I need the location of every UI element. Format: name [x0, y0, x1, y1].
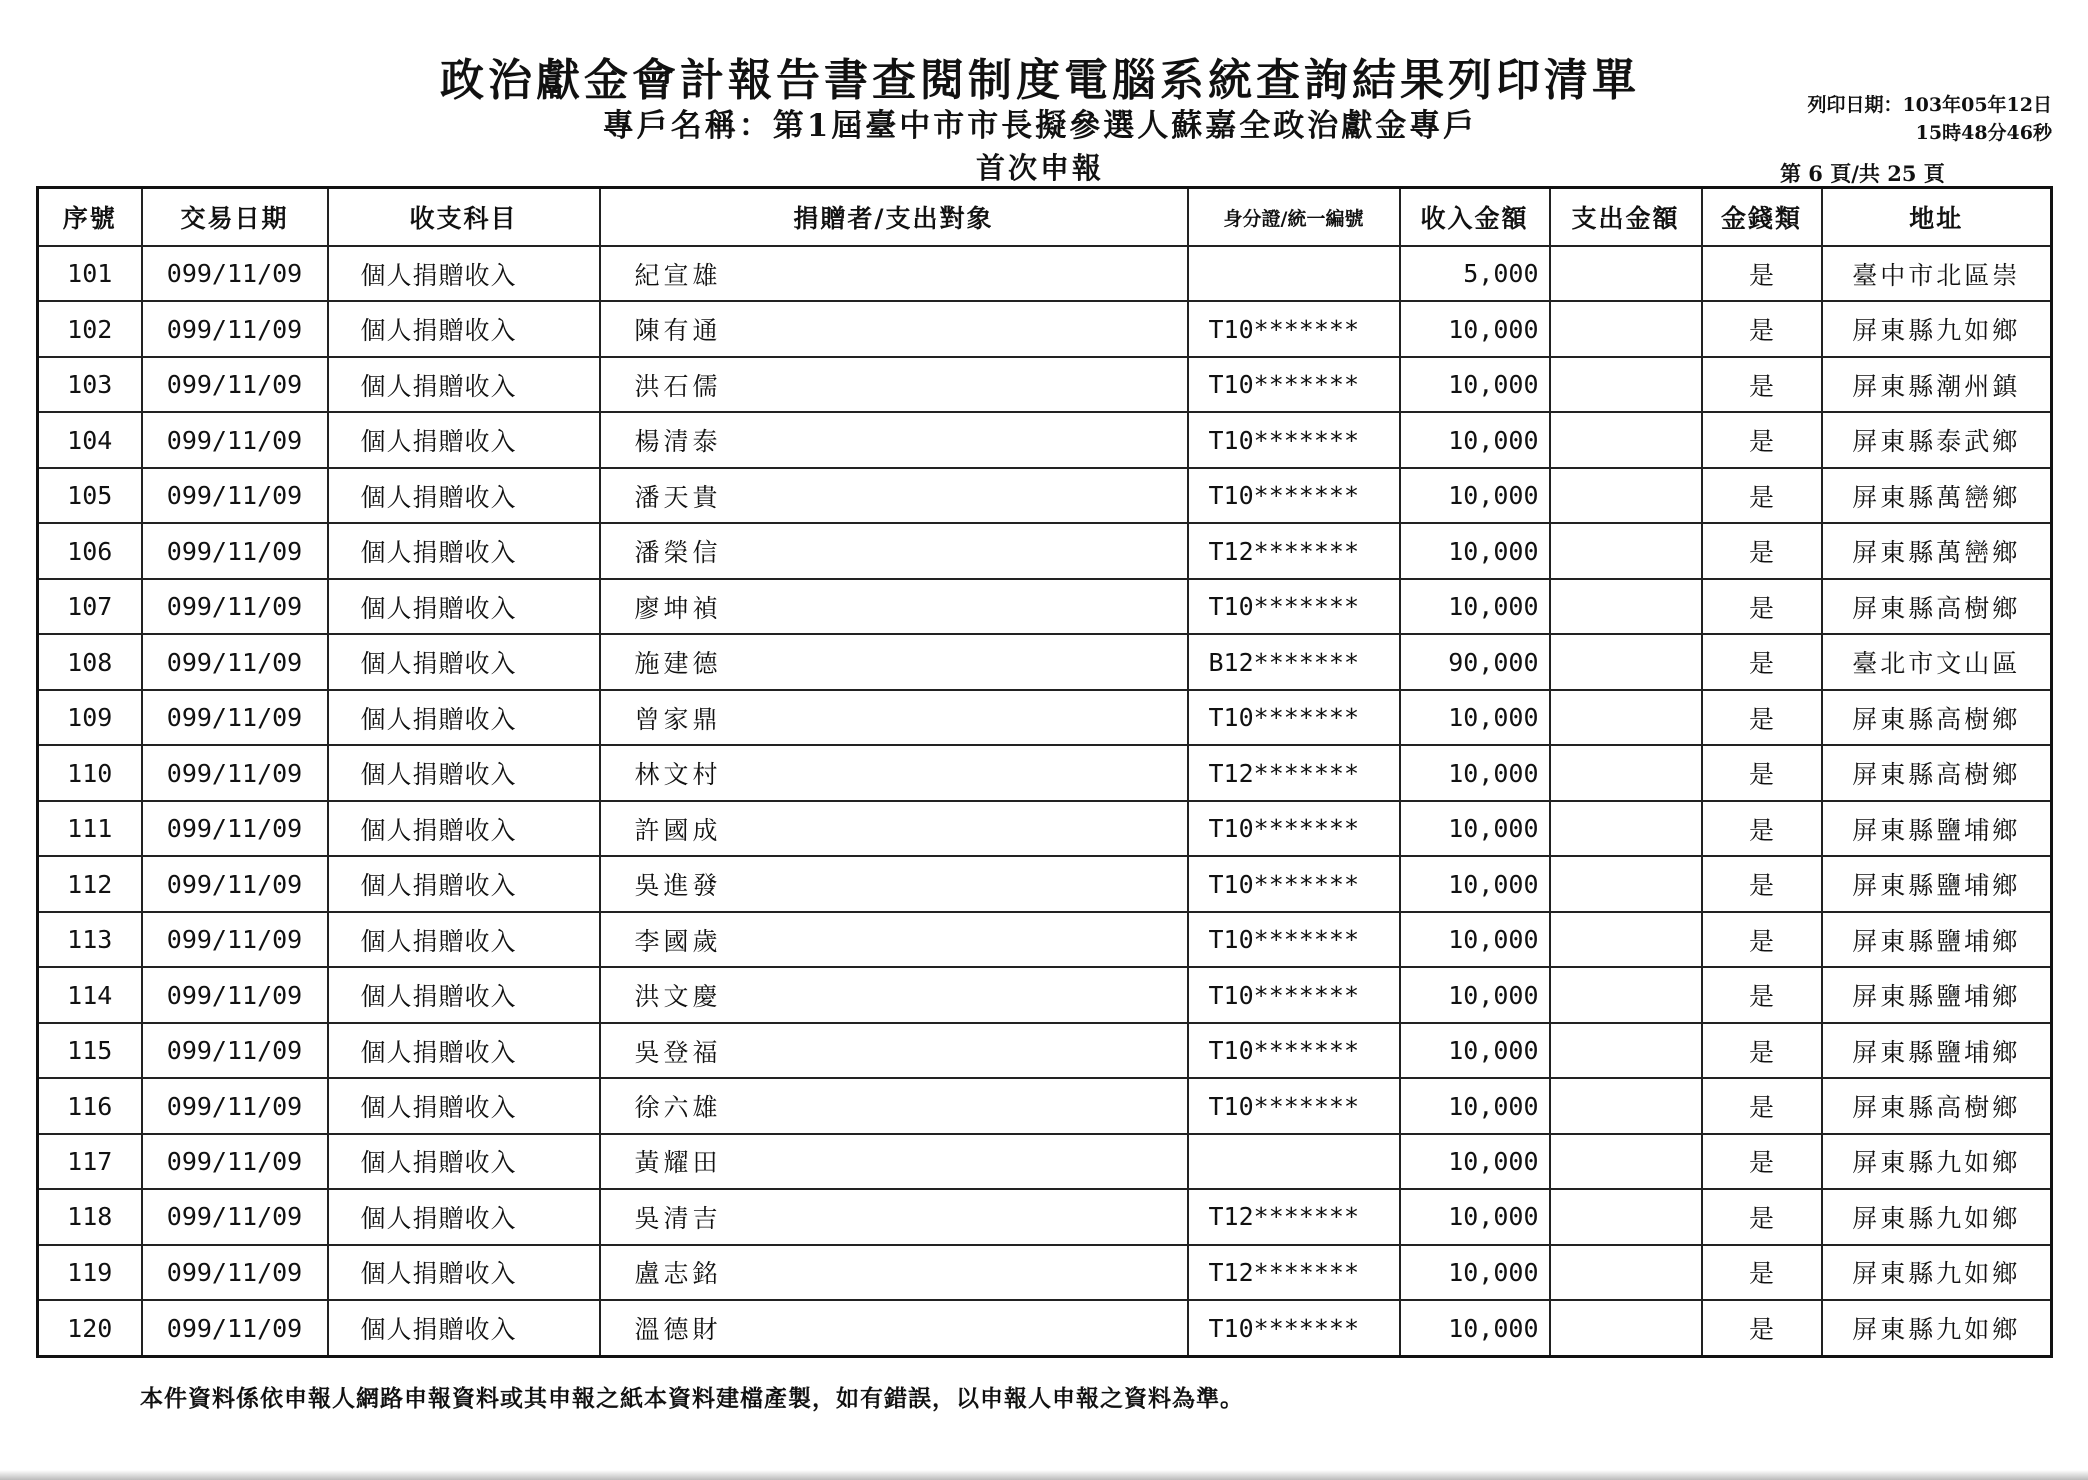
cell-date: 099/11/09 — [142, 912, 328, 967]
cell-id: T10******* — [1188, 301, 1400, 356]
cell-income: 10,000 — [1400, 967, 1550, 1022]
table-header-row — [38, 188, 2052, 247]
table-row — [38, 246, 2052, 301]
cell-expense — [1550, 856, 1702, 911]
column-header-category: 收支科目 — [328, 188, 600, 247]
cell-expense — [1550, 579, 1702, 634]
table-row — [38, 523, 2052, 578]
cell-address: 屏東縣萬巒鄉 — [1822, 468, 2052, 523]
cell-income: 10,000 — [1400, 1189, 1550, 1244]
cell-date: 099/11/09 — [142, 1189, 328, 1244]
cell-monetary: 是 — [1702, 412, 1822, 467]
cell-donor: 施建德 — [600, 634, 1188, 689]
cell-monetary: 是 — [1702, 801, 1822, 856]
table-row — [38, 1245, 2052, 1300]
cell-category: 個人捐贈收入 — [328, 468, 600, 523]
cell-address: 屏東縣高樹鄉 — [1822, 690, 2052, 745]
cell-monetary: 是 — [1702, 1300, 1822, 1356]
cell-expense — [1550, 634, 1702, 689]
cell-category: 個人捐贈收入 — [328, 579, 600, 634]
cell-id: T10******* — [1188, 468, 1400, 523]
cell-category: 個人捐贈收入 — [328, 967, 600, 1022]
cell-expense — [1550, 1300, 1702, 1356]
cell-date: 099/11/09 — [142, 1023, 328, 1078]
cell-id — [1188, 1134, 1400, 1189]
cell-date: 099/11/09 — [142, 357, 328, 412]
cell-no: 111 — [38, 801, 142, 856]
column-header-id: 身分證/統一編號 — [1188, 188, 1400, 247]
cell-monetary: 是 — [1702, 634, 1822, 689]
cell-id: B12******* — [1188, 634, 1400, 689]
cell-expense — [1550, 357, 1702, 412]
cell-expense — [1550, 967, 1702, 1022]
cell-no: 110 — [38, 745, 142, 800]
cell-category: 個人捐贈收入 — [328, 412, 600, 467]
cell-expense — [1550, 690, 1702, 745]
table-row — [38, 1023, 2052, 1078]
cell-donor: 徐六雄 — [600, 1078, 1188, 1133]
table-row — [38, 967, 2052, 1022]
cell-no: 104 — [38, 412, 142, 467]
cell-expense — [1550, 412, 1702, 467]
cell-category: 個人捐贈收入 — [328, 801, 600, 856]
cell-expense — [1550, 1245, 1702, 1300]
cell-address: 屏東縣泰武鄉 — [1822, 412, 2052, 467]
column-header-income: 收入金額 — [1400, 188, 1550, 247]
cell-no: 108 — [38, 634, 142, 689]
column-header-date: 交易日期 — [142, 188, 328, 247]
cell-monetary: 是 — [1702, 301, 1822, 356]
table-row — [38, 1078, 2052, 1133]
cell-category: 個人捐贈收入 — [328, 523, 600, 578]
table-body — [38, 246, 2052, 1357]
scan-edge — [0, 1470, 2088, 1480]
cell-donor: 楊清泰 — [600, 412, 1188, 467]
cell-monetary: 是 — [1702, 967, 1822, 1022]
cell-category: 個人捐贈收入 — [328, 1134, 600, 1189]
cell-expense — [1550, 301, 1702, 356]
table-row — [38, 412, 2052, 467]
cell-donor: 盧志銘 — [600, 1245, 1188, 1300]
cell-address: 屏東縣鹽埔鄉 — [1822, 801, 2052, 856]
table-row — [38, 579, 2052, 634]
cell-donor: 許國成 — [600, 801, 1188, 856]
cell-monetary: 是 — [1702, 1245, 1822, 1300]
cell-category: 個人捐贈收入 — [328, 1245, 600, 1300]
cell-donor: 林文村 — [600, 745, 1188, 800]
column-header-monetary: 金錢類 — [1702, 188, 1822, 247]
cell-address: 屏東縣萬巒鄉 — [1822, 523, 2052, 578]
cell-income: 10,000 — [1400, 1134, 1550, 1189]
cell-id: T10******* — [1188, 1300, 1400, 1356]
cell-income: 10,000 — [1400, 1078, 1550, 1133]
cell-income: 10,000 — [1400, 301, 1550, 356]
cell-category: 個人捐贈收入 — [328, 357, 600, 412]
cell-income: 10,000 — [1400, 745, 1550, 800]
table-row — [38, 301, 2052, 356]
cell-id: T10******* — [1188, 801, 1400, 856]
column-header-donor: 捐贈者/支出對象 — [600, 188, 1188, 247]
cell-donor: 紀宣雄 — [600, 246, 1188, 301]
cell-income: 10,000 — [1400, 523, 1550, 578]
cell-donor: 吳登福 — [600, 1023, 1188, 1078]
cell-income: 10,000 — [1400, 1245, 1550, 1300]
cell-no: 120 — [38, 1300, 142, 1356]
cell-income: 10,000 — [1400, 579, 1550, 634]
cell-address: 屏東縣鹽埔鄉 — [1822, 912, 2052, 967]
cell-address: 屏東縣高樹鄉 — [1822, 1078, 2052, 1133]
cell-donor: 洪文慶 — [600, 967, 1188, 1022]
cell-monetary: 是 — [1702, 246, 1822, 301]
cell-monetary: 是 — [1702, 1134, 1822, 1189]
cell-donor: 曾家鼎 — [600, 690, 1188, 745]
cell-expense — [1550, 523, 1702, 578]
cell-donor: 潘天貴 — [600, 468, 1188, 523]
cell-expense — [1550, 1189, 1702, 1244]
cell-id: T10******* — [1188, 856, 1400, 911]
cell-monetary: 是 — [1702, 523, 1822, 578]
cell-id: T10******* — [1188, 412, 1400, 467]
cell-income: 10,000 — [1400, 412, 1550, 467]
cell-no: 113 — [38, 912, 142, 967]
cell-category: 個人捐贈收入 — [328, 1023, 600, 1078]
cell-expense — [1550, 1023, 1702, 1078]
cell-address: 屏東縣高樹鄉 — [1822, 579, 2052, 634]
account-name: 專戶名稱：第1屆臺中市市長擬參選人蘇嘉全政治獻金專戶 — [602, 108, 1478, 144]
cell-address: 屏東縣鹽埔鄉 — [1822, 1023, 2052, 1078]
cell-address: 臺中市北區崇 — [1822, 246, 2052, 301]
cell-id: T12******* — [1188, 523, 1400, 578]
cell-id: T10******* — [1188, 357, 1400, 412]
cell-date: 099/11/09 — [142, 523, 328, 578]
cell-income: 10,000 — [1400, 1300, 1550, 1356]
cell-address: 臺北市文山區 — [1822, 634, 2052, 689]
cell-no: 101 — [38, 246, 142, 301]
table-row — [38, 912, 2052, 967]
cell-income: 10,000 — [1400, 801, 1550, 856]
cell-donor: 洪石儒 — [600, 357, 1188, 412]
cell-monetary: 是 — [1702, 357, 1822, 412]
cell-date: 099/11/09 — [142, 1078, 328, 1133]
cell-date: 099/11/09 — [142, 1245, 328, 1300]
table-row — [38, 634, 2052, 689]
table-row — [38, 1134, 2052, 1189]
cell-income: 10,000 — [1400, 1023, 1550, 1078]
cell-expense — [1550, 1134, 1702, 1189]
cell-address: 屏東縣九如鄉 — [1822, 1189, 2052, 1244]
cell-category: 個人捐贈收入 — [328, 690, 600, 745]
cell-donor: 潘榮信 — [600, 523, 1188, 578]
cell-id: T10******* — [1188, 690, 1400, 745]
cell-date: 099/11/09 — [142, 301, 328, 356]
cell-category: 個人捐贈收入 — [328, 634, 600, 689]
cell-date: 099/11/09 — [142, 634, 328, 689]
cell-date: 099/11/09 — [142, 468, 328, 523]
cell-date: 099/11/09 — [142, 1134, 328, 1189]
column-header-no: 序號 — [38, 188, 142, 247]
cell-expense — [1550, 468, 1702, 523]
cell-donor: 吳清吉 — [600, 1189, 1188, 1244]
cell-donor: 溫德財 — [600, 1300, 1188, 1356]
page-number: 第 6 頁/共 25 頁 — [1780, 161, 1945, 186]
cell-donor: 吳進發 — [600, 856, 1188, 911]
cell-id: T10******* — [1188, 967, 1400, 1022]
table-row — [38, 1189, 2052, 1244]
cell-no: 107 — [38, 579, 142, 634]
cell-income: 10,000 — [1400, 912, 1550, 967]
cell-expense — [1550, 1078, 1702, 1133]
cell-id: T12******* — [1188, 1245, 1400, 1300]
cell-monetary: 是 — [1702, 745, 1822, 800]
cell-id — [1188, 246, 1400, 301]
cell-monetary: 是 — [1702, 468, 1822, 523]
cell-category: 個人捐贈收入 — [328, 912, 600, 967]
cell-address: 屏東縣鹽埔鄉 — [1822, 856, 2052, 911]
cell-donor: 陳有通 — [600, 301, 1188, 356]
cell-category: 個人捐贈收入 — [328, 745, 600, 800]
cell-income: 10,000 — [1400, 690, 1550, 745]
cell-monetary: 是 — [1702, 1189, 1822, 1244]
cell-expense — [1550, 912, 1702, 967]
table-row — [38, 745, 2052, 800]
cell-donor: 黃耀田 — [600, 1134, 1188, 1189]
cell-id: T12******* — [1188, 745, 1400, 800]
cell-date: 099/11/09 — [142, 801, 328, 856]
cell-monetary: 是 — [1702, 912, 1822, 967]
cell-address: 屏東縣潮州鎮 — [1822, 357, 2052, 412]
footnote: 本件資料係依申報人網路申報資料或其申報之紙本資料建檔產製，如有錯誤，以申報人申報之資料為準。 — [140, 1385, 1244, 1412]
cell-income: 10,000 — [1400, 357, 1550, 412]
cell-no: 119 — [38, 1245, 142, 1300]
column-header-expense: 支出金額 — [1550, 188, 1702, 247]
cell-monetary: 是 — [1702, 1023, 1822, 1078]
cell-date: 099/11/09 — [142, 1300, 328, 1356]
cell-no: 117 — [38, 1134, 142, 1189]
cell-income: 10,000 — [1400, 468, 1550, 523]
cell-category: 個人捐贈收入 — [328, 1078, 600, 1133]
cell-no: 114 — [38, 967, 142, 1022]
table-row — [38, 856, 2052, 911]
column-header-address: 地址 — [1822, 188, 2052, 247]
table-row — [38, 1300, 2052, 1356]
cell-expense — [1550, 801, 1702, 856]
report-type: 首次申報 — [975, 151, 1104, 185]
cell-id: T10******* — [1188, 912, 1400, 967]
cell-date: 099/11/09 — [142, 856, 328, 911]
cell-address: 屏東縣九如鄉 — [1822, 301, 2052, 356]
cell-monetary: 是 — [1702, 579, 1822, 634]
cell-address: 屏東縣九如鄉 — [1822, 1300, 2052, 1356]
cell-income: 5,000 — [1400, 246, 1550, 301]
cell-monetary: 是 — [1702, 1078, 1822, 1133]
cell-id: T10******* — [1188, 579, 1400, 634]
cell-id: T10******* — [1188, 1023, 1400, 1078]
cell-donor: 廖坤禎 — [600, 579, 1188, 634]
cell-date: 099/11/09 — [142, 579, 328, 634]
cell-address: 屏東縣鹽埔鄉 — [1822, 967, 2052, 1022]
cell-date: 099/11/09 — [142, 246, 328, 301]
cell-no: 106 — [38, 523, 142, 578]
cell-category: 個人捐贈收入 — [328, 1189, 600, 1244]
table-row — [38, 690, 2052, 745]
print-time: 15時48分46秒 — [1915, 122, 2052, 144]
table-row — [38, 468, 2052, 523]
cell-expense — [1550, 246, 1702, 301]
cell-no: 112 — [38, 856, 142, 911]
cell-no: 115 — [38, 1023, 142, 1078]
cell-no: 103 — [38, 357, 142, 412]
cell-no: 116 — [38, 1078, 142, 1133]
cell-date: 099/11/09 — [142, 745, 328, 800]
cell-date: 099/11/09 — [142, 412, 328, 467]
cell-address: 屏東縣高樹鄉 — [1822, 745, 2052, 800]
cell-category: 個人捐贈收入 — [328, 246, 600, 301]
print-date: 列印日期：103年05年12日 — [1807, 94, 2052, 116]
cell-category: 個人捐贈收入 — [328, 301, 600, 356]
cell-income: 90,000 — [1400, 634, 1550, 689]
cell-category: 個人捐贈收入 — [328, 1300, 600, 1356]
cell-category: 個人捐贈收入 — [328, 856, 600, 911]
cell-monetary: 是 — [1702, 690, 1822, 745]
cell-date: 099/11/09 — [142, 690, 328, 745]
report-title: 政治獻金會計報告書查閱制度電腦系統查詢結果列印清單 — [440, 55, 1640, 106]
cell-monetary: 是 — [1702, 856, 1822, 911]
cell-no: 118 — [38, 1189, 142, 1244]
cell-date: 099/11/09 — [142, 967, 328, 1022]
cell-no: 105 — [38, 468, 142, 523]
cell-id: T12******* — [1188, 1189, 1400, 1244]
table-row — [38, 801, 2052, 856]
cell-address: 屏東縣九如鄉 — [1822, 1245, 2052, 1300]
cell-no: 102 — [38, 301, 142, 356]
donation-ledger-table — [36, 186, 2053, 1358]
cell-donor: 李國歲 — [600, 912, 1188, 967]
cell-income: 10,000 — [1400, 856, 1550, 911]
cell-expense — [1550, 745, 1702, 800]
table-row — [38, 357, 2052, 412]
cell-no: 109 — [38, 690, 142, 745]
cell-address: 屏東縣九如鄉 — [1822, 1134, 2052, 1189]
cell-id: T10******* — [1188, 1078, 1400, 1133]
